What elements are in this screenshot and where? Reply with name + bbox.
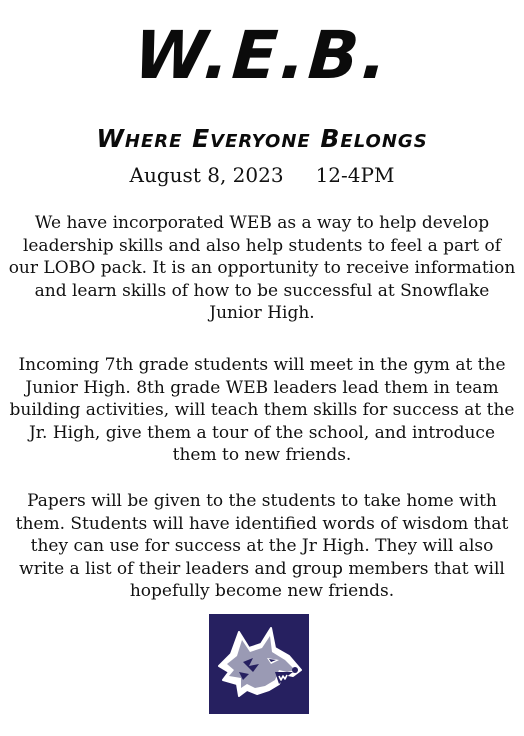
flyer-subtitle: Where Everyone Belongs: [96, 124, 428, 153]
wolf-head-icon: [209, 614, 309, 714]
lobo-logo: [209, 614, 309, 714]
intro-paragraph: We have incorporated WEB as a way to help develop leadership skills and also help students to feel a part of our LOBO pack. It is an opportunity to receive information and learn skills of how to be successful at Snowflake Junior High.: [8, 213, 516, 323]
flyer-title: W.E.B.: [131, 17, 393, 94]
activities-paragraph: Incoming 7th grade students will meet in the gym at the Junior High. 8th grade WEB leaders lead them in team building activities, will teach them skills for success at the Jr. High, give them a tour of the school, and introduce them to new friends.: [9, 355, 515, 465]
event-date-time: [0, 162, 524, 188]
event-date: August 8, 2023: [129, 163, 284, 187]
event-time: 12-4PM: [315, 163, 395, 187]
papers-paragraph: Papers will be given to the students to take home with them. Students will have identified words of wisdom that they can use for success at the Jr High. They will also write a list of their leaders and group members that will hopefully become new friends.: [15, 491, 509, 601]
